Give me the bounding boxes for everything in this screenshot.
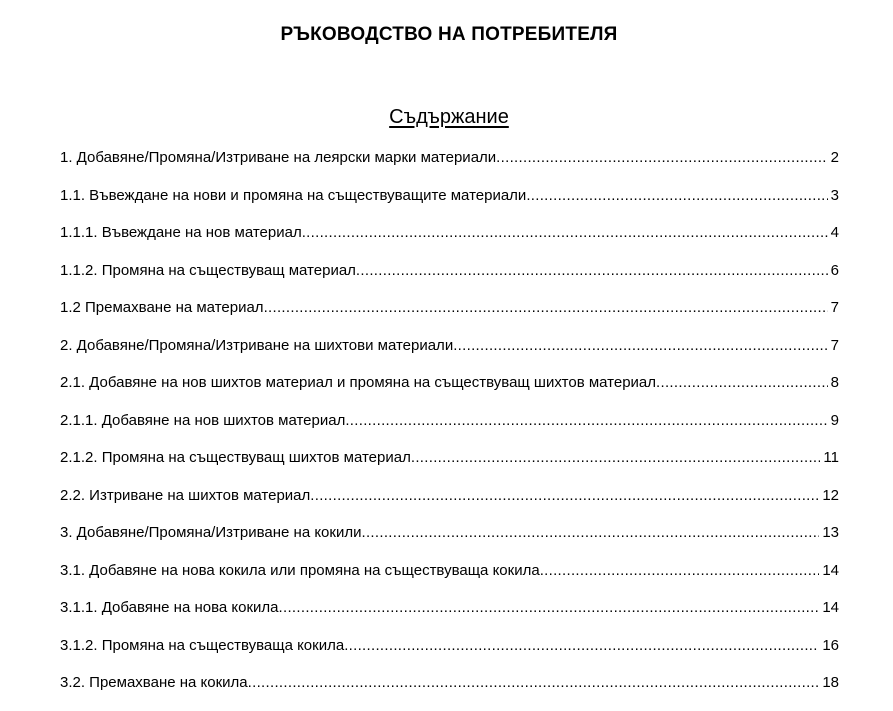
toc-entry-1-1[interactable] — [60, 186, 839, 224]
toc-entry-text: 2. Добавяне/Промяна/Изтриване на шихтови материали — [60, 336, 454, 354]
toc-entry-3-1[interactable] — [60, 561, 839, 599]
toc-entry-text: 3.1.2. Промяна на съществуваща кокила — [60, 636, 345, 654]
toc-page-number: 2 — [830, 149, 839, 166]
toc-entry-2-2[interactable] — [60, 486, 839, 524]
toc-page-number: 8 — [830, 374, 839, 391]
toc-page-number: 7 — [830, 299, 839, 316]
toc-dot-leader — [344, 636, 819, 656]
toc-entry-1-2[interactable] — [60, 298, 839, 336]
toc-page-number: 3 — [830, 186, 839, 204]
toc-dot-leader — [279, 598, 820, 618]
toc-heading: Съдържание — [389, 106, 509, 128]
toc-dot-leader — [264, 298, 828, 318]
toc-dot-leader — [526, 186, 827, 206]
table-of-contents — [60, 148, 839, 711]
toc-page-number: 18 — [822, 674, 839, 691]
toc-entry-text: 3.2. Премахване на кокила — [60, 674, 248, 691]
toc-dot-leader — [361, 523, 819, 543]
toc-dot-leader — [356, 261, 828, 281]
toc-entry-text: 1. Добавяне/Промяна/Изтриване на леярски марки материали — [60, 149, 497, 166]
toc-entry-3-1-1[interactable] — [60, 598, 839, 636]
toc-dot-leader — [496, 148, 827, 168]
toc-entry-text: 2.1.2. Промяна на съществуващ шихтов материал — [60, 449, 411, 466]
toc-entry-1-1-2[interactable] — [60, 261, 839, 299]
toc-entry-text: 3.1. Добавяне на нова кокила или промяна на съществуваща кокила — [60, 561, 540, 579]
toc-entry-1[interactable] — [60, 148, 839, 186]
toc-dot-leader — [248, 673, 820, 693]
toc-page-number: 16 — [822, 636, 839, 654]
toc-dot-leader — [411, 448, 821, 468]
toc-dot-leader — [345, 411, 827, 431]
toc-entry-3-1-2[interactable] — [60, 636, 839, 674]
toc-page-number: 4 — [830, 224, 839, 241]
toc-entry-text: 2.2. Изтриване на шихтов материал — [60, 486, 311, 504]
toc-page-number: 12 — [822, 486, 839, 504]
toc-entry-text: 3.1.1. Добавяне на нова кокила — [60, 599, 279, 616]
toc-page-number: 7 — [830, 336, 839, 354]
toc-page-number: 14 — [822, 561, 839, 579]
toc-entry-2-1-1[interactable] — [60, 411, 839, 449]
toc-dot-leader — [302, 223, 828, 243]
toc-dot-leader — [540, 561, 820, 581]
toc-entry-text: 1.1. Въвеждане на нови и промяна на съществуващите материали — [60, 186, 527, 204]
toc-entry-text: 1.1.1. Въвеждане на нов материал — [60, 224, 302, 241]
toc-entry-text: 2.1. Добавяне на нов шихтов материал и промяна на съществуващ шихтов материал — [60, 374, 657, 391]
toc-entry-2-1-2[interactable] — [60, 448, 839, 486]
toc-dot-leader — [656, 373, 828, 393]
toc-entry-1-1-1[interactable] — [60, 223, 839, 261]
toc-entry-2-1[interactable] — [60, 373, 839, 411]
toc-entry-2[interactable] — [60, 336, 839, 374]
toc-entry-3[interactable] — [60, 523, 839, 561]
toc-dot-leader — [310, 486, 819, 506]
toc-page-number: 9 — [830, 411, 839, 429]
toc-page-number: 6 — [830, 261, 839, 279]
toc-entry-text: 1.2 Премахване на материал — [60, 299, 264, 316]
toc-entry-text: 2.1.1. Добавяне на нов шихтов материал — [60, 411, 346, 429]
toc-page-number: 14 — [822, 599, 839, 616]
document-title: РЪКОВОДСТВО НА ПОТРЕБИТЕЛЯ — [280, 24, 618, 45]
toc-entry-text: 3. Добавяне/Промяна/Изтриване на кокили — [60, 524, 362, 541]
toc-entry-text: 1.1.2. Промяна на съществуващ материал — [60, 261, 356, 279]
toc-page-number: 11 — [823, 449, 839, 466]
toc-page-number: 13 — [822, 524, 839, 541]
toc-dot-leader — [453, 336, 827, 356]
toc-entry-3-2[interactable] — [60, 673, 839, 711]
